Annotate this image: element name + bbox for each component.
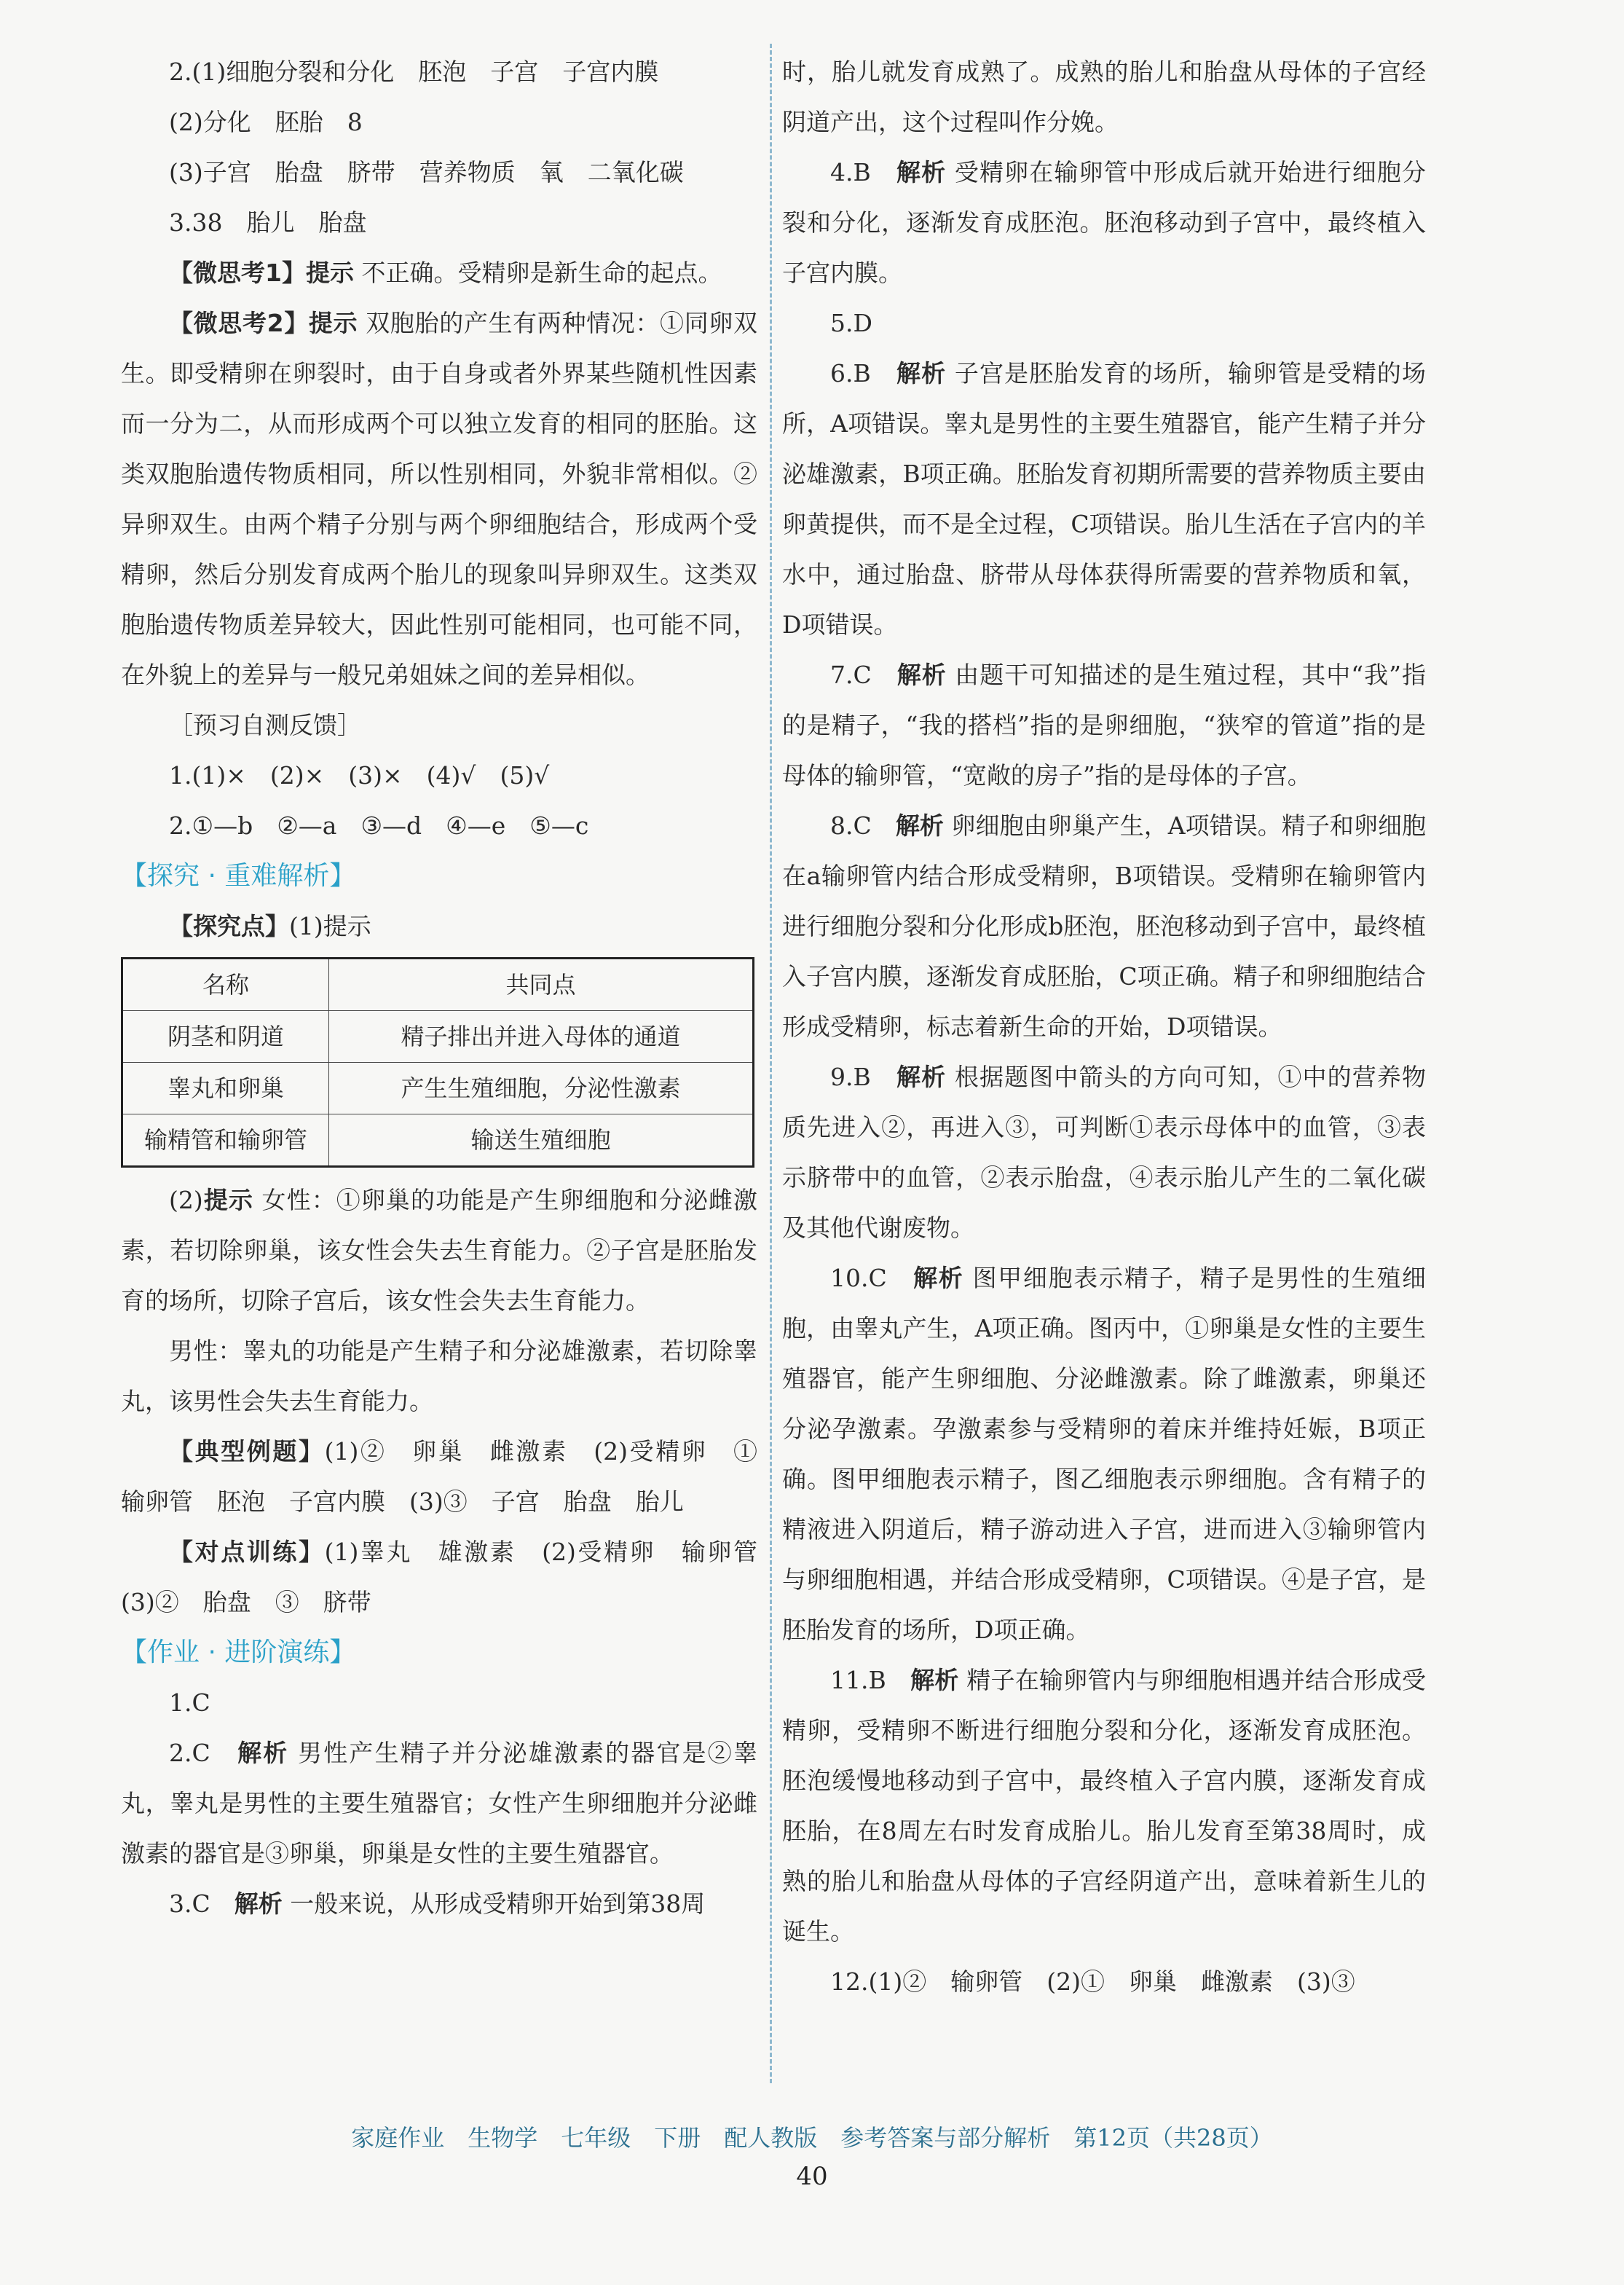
think-2 [121, 298, 757, 700]
answer-6 [782, 348, 1426, 650]
homework-3 [121, 1879, 757, 1929]
a7-num: 7.C [830, 661, 897, 689]
table-header: 名称 [122, 959, 329, 1011]
page-footer: 家庭作业 生物学 七年级 下册 配人教版 参考答案与部分解析 第12页（共28页） [351, 2124, 1273, 2152]
think-1 [121, 248, 757, 298]
think-2-text: 双胞胎的产生有两种情况：①同卵双生。即受精卵在卵裂时，由于自身或者外界某些随机性因素而一分为二，从而形成两个可以独立发育的相同的胚胎。这类双胞胎遗传物质相同，所以性别相同，外貌非常相似。②异卵双生。由两个精子分别与两个卵细胞结合，形成两个受精卵，然后分别发育成两个胎儿的现象叫异卵双生。这类双胞胎遗传物质差异较大，因此性别可能相同，也可能不同，在外貌上的差异与一般兄弟姐妹之间的差异相似。 [121, 309, 757, 689]
table-cell: 阴茎和阴道 [122, 1011, 329, 1063]
a4-tag: 解析 [896, 158, 947, 186]
a6-tag: 解析 [896, 359, 947, 388]
a10-num: 10.C [830, 1264, 914, 1292]
a9-text: 根据题图中箭头的方向可知，①中的营养物质先进入②，再进入③，可判断①表示母体中的血管，③表示脐带中的血管，②表示胎盘，④表示胎儿产生的二氧化碳及其他代谢废物。 [782, 1063, 1426, 1242]
a10-tag: 解析 [913, 1264, 964, 1292]
h3-text: 一般来说，从形成受精卵开始到第38周 [282, 1889, 706, 1918]
answer-line: (2)分化 胚胎 8 [169, 108, 363, 136]
answer-12: 12.(1)② 输卵管 (2)① 卵巢 雌激素 (3)③ [830, 1967, 1355, 1996]
table-cell: 输精管和输卵管 [122, 1114, 329, 1167]
male-paragraph: 男性：睾丸的功能是产生精子和分泌雄激素，若切除睾丸，该男性会失去生育能力。 [121, 1337, 757, 1415]
h2-text: 男性产生精子并分泌雄激素的器官是②睾丸，睾丸是男性的主要生殖器官；女性产生卵细胞并分泌雌激素的器官是③卵巢，卵巢是女性的主要生殖器官。 [121, 1739, 757, 1868]
train-tag: 【对点训练】 [169, 1538, 325, 1566]
homework-1: 1.C [169, 1688, 210, 1717]
example-text: (1)② 卵巢 雌激素 (2)受精卵 ① 输卵管 胚泡 子宫内膜 (3)③ 子宫 胎盘 胎儿 [121, 1437, 781, 1516]
a8-num: 8.C [830, 811, 896, 840]
a6-text: 子宫是胚胎发育的场所，输卵管是受精的场所，A项错误。睾丸是男性的主要生殖器官，能产生精子并分泌雄激素，B项正确。胚胎发育初期所需要的营养物质主要由卵黄提供，而不是全过程，C项错误。胎儿生活在子宫内的羊水中，通过胎盘、脐带从母体获得所需要的营养物质和氧，D项错误。 [782, 359, 1426, 639]
section-heading-explore: 【探究 · 重难解析】 [121, 861, 356, 891]
table-cell: 精子排出并进入母体的通道 [329, 1011, 754, 1063]
answer-4 [782, 147, 1426, 298]
explore-tag: 【探究点】 [169, 912, 289, 940]
think-1-text: 不正确。受精卵是新生命的起点。 [353, 259, 722, 287]
answer-line: (3)子宫 胎盘 脐带 营养物质 氧 二氧化碳 [169, 158, 684, 186]
answer-10 [782, 1253, 1426, 1655]
a11-num: 11.B [830, 1666, 911, 1694]
answer-9 [782, 1052, 1426, 1253]
q2-tag: 提示 [202, 1186, 253, 1214]
training [121, 1527, 781, 1627]
table-header-row [122, 959, 754, 1011]
answer-line: 3.38 胎儿 胎盘 [169, 208, 367, 237]
a4-num: 4.B [830, 158, 896, 186]
preview-title: ［预习自测反馈］ [169, 711, 361, 739]
table-row [122, 1114, 754, 1167]
column-divider [770, 44, 772, 2083]
a11-tag: 解析 [910, 1666, 959, 1694]
h3-tag: 解析 [234, 1889, 283, 1918]
table-cell: 睾丸和卵巢 [122, 1063, 329, 1114]
continued-text: 时，胎儿就发育成熟了。成熟的胎儿和胎盘从母体的子宫经阴道产出，这个过程叫作分娩。 [782, 58, 1426, 136]
preview-answer-1: 1.(1)× (2)× (3)× (4)√ (5)√ [169, 761, 550, 790]
explore-q2 [121, 1175, 757, 1326]
answer-7 [782, 650, 1426, 801]
a6-num: 6.B [830, 359, 896, 388]
example [121, 1426, 781, 1527]
a8-text: 卵细胞由卵巢产生，A项错误。精子和卵细胞在a输卵管内结合形成受精卵，B项错误。受精卵在输卵管内进行细胞分裂和分化形成b胚泡，胚泡移动到子宫中，最终植入子宫内膜，逐渐发育成胚胎，C项正确。精子和卵细胞结合形成受精卵，标志着新生命的开始，D项错误。 [782, 811, 1426, 1041]
table-row [122, 1063, 754, 1114]
q2-text: 女性：①卵巢的功能是产生卵细胞和分泌雌激素，若切除卵巢，该女性会失去生育能力。②子宫是胚胎发育的场所，切除子宫后，该女性会失去生育能力。 [121, 1186, 757, 1315]
h2-num: 2.C [169, 1739, 238, 1767]
a9-tag: 解析 [896, 1063, 947, 1091]
a10-text: 图甲细胞表示精子，精子是男性的生殖细胞，由睾丸产生，A项正确。图丙中，①卵巢是女性的主要生殖器官，能产生卵细胞、分泌雌激素。除了雌激素，卵巢还分泌孕激素。孕激素参与受精卵的着床并维持妊娠，B项正确。图甲细胞表示精子，图乙细胞表示卵细胞。含有精子的精液进入阴道后，精子游动进入子宫，进而进入③输卵管内与卵细胞相遇，并结合形成受精卵，C项错误。④是子宫，是胚胎发育的场所，D项正确。 [782, 1264, 1426, 1644]
homework-2 [121, 1728, 757, 1879]
table-header: 共同点 [329, 959, 754, 1011]
a11-text: 精子在输卵管内与卵细胞相遇并结合形成受精卵，受精卵不断进行细胞分裂和分化，逐渐发育成胚泡。胚泡缓慢地移动到子宫中，最终植入子宫内膜，逐渐发育成胚胎，在8周左右时发育成胎儿。胎儿发育至第38周时，成熟的胎儿和胎盘从母体的子宫经阴道产出，意味着新生儿的诞生。 [782, 1666, 1427, 1946]
train-text: (1)睾丸 雄激素 (2)受精卵 输卵管 (3)② 胎盘 ③ 脐带 [121, 1538, 781, 1616]
right-column [782, 47, 1426, 2007]
q2-label: (2) [169, 1186, 203, 1214]
explore-text: (1)提示 [289, 912, 371, 940]
a7-tag: 解析 [896, 661, 947, 689]
a8-tag: 解析 [895, 811, 944, 840]
example-tag: 【典型例题】 [169, 1437, 325, 1466]
explore-point [121, 901, 757, 951]
table-cell: 产生生殖细胞，分泌性激素 [329, 1063, 754, 1114]
answer-11 [782, 1655, 1426, 1956]
a4-text: 受精卵在输卵管中形成后就开始进行细胞分裂和分化，逐渐发育成胚泡。胚泡移动到子宫中，最终植入子宫内膜。 [782, 158, 1426, 287]
a7-text: 由题干可知描述的是生殖过程，其中“我”指的是精子，“我的搭档”指的是卵细胞，“狭窄的管道”指的是母体的输卵管，“宽敞的房子”指的是母体的子宫。 [782, 661, 1427, 790]
a9-num: 9.B [830, 1063, 896, 1091]
answer-line: 2.(1)细胞分裂和分化 胚泡 子宫 子宫内膜 [169, 58, 659, 86]
comparison-table [121, 957, 754, 1168]
answer-5: 5.D [830, 309, 872, 337]
preview-answer-2: 2.①—b ②—a ③—d ④—e ⑤—c [169, 811, 589, 840]
page-number: 40 [796, 2162, 828, 2191]
section-heading-homework: 【作业 · 进阶演练】 [121, 1637, 356, 1667]
answer-8 [782, 801, 1426, 1052]
think-1-tag: 【微思考1】提示 [169, 259, 354, 287]
h2-tag: 解析 [237, 1739, 289, 1767]
think-2-tag: 【微思考2】提示 [169, 309, 358, 337]
left-column [121, 47, 781, 1929]
table-cell: 输送生殖细胞 [329, 1114, 754, 1167]
table-row [122, 1011, 754, 1063]
h3-num: 3.C [169, 1889, 234, 1918]
